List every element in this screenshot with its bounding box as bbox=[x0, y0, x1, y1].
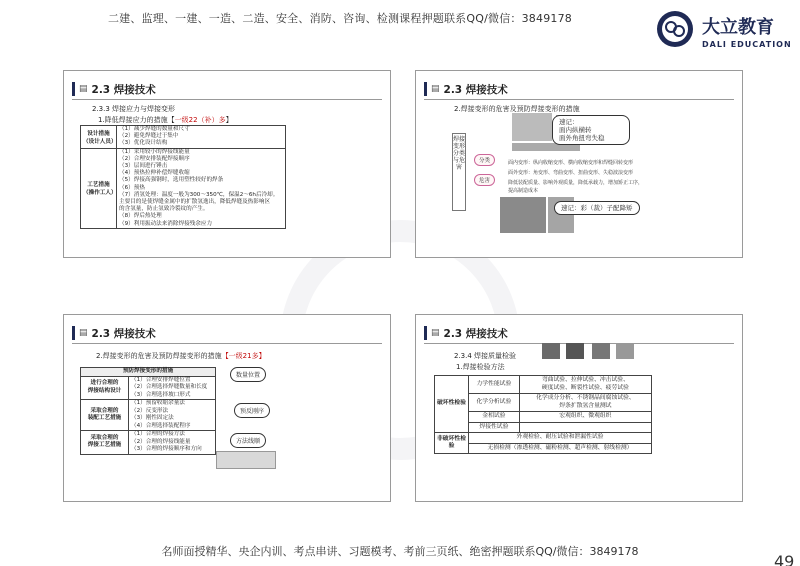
table-row bbox=[435, 376, 652, 394]
measure-item: （4）合理选择装配程序 bbox=[131, 422, 191, 429]
mnemonic-cloud: 数量位置 bbox=[230, 367, 266, 382]
measure-item: （8）焊后热处理 bbox=[119, 213, 162, 220]
book-icon: ▤ bbox=[431, 84, 440, 94]
desc-line: 硬度试验、断裂性试验、疲劳试验 bbox=[541, 384, 629, 391]
category-cell bbox=[81, 126, 117, 149]
book-icon: ▤ bbox=[431, 328, 440, 338]
measure-item: （3）优化设计结构 bbox=[119, 140, 168, 147]
measures-cell bbox=[117, 148, 286, 228]
measure-item: （1）采用较小的焊接线能量 bbox=[119, 148, 190, 155]
deformation-photo bbox=[512, 113, 552, 141]
measure-item: （1）减少焊缝的数量和尺寸 bbox=[119, 126, 190, 132]
method-desc bbox=[519, 422, 651, 433]
measures-cell bbox=[129, 376, 216, 400]
logo-chinese-name: 大立教育 bbox=[702, 17, 774, 38]
method-desc bbox=[519, 394, 651, 412]
category-label: 焊接结构设计 bbox=[87, 387, 122, 394]
logo-mark-icon bbox=[656, 10, 694, 48]
memo-bubble-2: 速记：彩（裁）子配降矫 bbox=[554, 201, 640, 215]
page-header-text: 二建、监理、一建、一造、二造、安全、消防、咨询、检测课程押题联系QQ/微信：3849178 bbox=[107, 12, 572, 25]
mindmap-row: 提高制造成本 bbox=[508, 188, 539, 194]
table-header-row bbox=[81, 368, 216, 377]
measure-item: （2）避免焊缝过于集中 bbox=[119, 133, 179, 140]
inspection-methods-table bbox=[434, 375, 652, 454]
measure-item: （2）合理的焊接线能量 bbox=[131, 438, 191, 445]
title-divider bbox=[72, 343, 382, 344]
book-icon: ▤ bbox=[79, 328, 88, 338]
exam-tag: 【一级21多】 bbox=[221, 352, 266, 360]
heading-text: 1.降低焊接应力的措施【 bbox=[98, 116, 175, 124]
measure-item: （9）利用振动法来消除焊接残余应力 bbox=[119, 220, 213, 227]
page-footer-text: 名师面授精华、央企内训、考点串讲、习题模考、考前三页纸、绝密押题联系QQ/微信：3849178 bbox=[161, 545, 639, 558]
slide-welding-deformation bbox=[415, 70, 743, 258]
method-desc: 无损检测（渗透检测、磁粉检测、超声检测、射线检测） bbox=[469, 443, 652, 454]
measure-item: （6）预热 bbox=[119, 184, 145, 191]
prevention-table bbox=[80, 367, 216, 455]
measure-item: 的含氢量，防止氢致冷裂纹的产生。 bbox=[119, 206, 209, 213]
stress-measures-table bbox=[80, 125, 286, 229]
measure-item: （1）合理的焊接方法 bbox=[131, 431, 185, 437]
title-accent-bar bbox=[424, 326, 427, 340]
category-cell bbox=[81, 400, 129, 431]
heading-end: 】 bbox=[225, 116, 233, 124]
measure-item: （4）预热拉伸补偿焊缝收缩 bbox=[119, 170, 190, 177]
slide-quality-inspection bbox=[415, 314, 743, 502]
mindmap-row: 面内变形：纵向收缩变形、横向收缩变形和焊缝回转变形 bbox=[508, 160, 634, 166]
measure-item: （5）焊接高强钢时，选用塑性较好的焊条 bbox=[119, 177, 224, 184]
slide-welding-stress bbox=[63, 70, 391, 258]
table-row bbox=[81, 126, 286, 149]
slide-deformation-prevention bbox=[63, 314, 391, 502]
title-accent-bar bbox=[72, 82, 75, 96]
category-label: （设计人员） bbox=[83, 138, 117, 145]
measure-item: （2）合理安排装配焊接顺序 bbox=[119, 155, 190, 162]
measure-item: （3）层间进行锤击 bbox=[119, 163, 168, 170]
mindmap-row: 面外变形：角变形、弯曲变形、扭曲变形、失稳波浪变形 bbox=[508, 170, 634, 176]
slide-title: 2.3 焊接技术 bbox=[443, 327, 508, 340]
table-row bbox=[81, 376, 216, 400]
method-desc bbox=[519, 376, 651, 394]
method-desc: 宏观组织、微观组织 bbox=[519, 412, 651, 423]
title-accent-bar bbox=[72, 326, 75, 340]
measure-item: （2）反变形法 bbox=[131, 407, 169, 414]
title-divider bbox=[72, 99, 382, 100]
section-heading bbox=[96, 351, 266, 361]
slide-title-block bbox=[424, 79, 508, 99]
table-row bbox=[81, 400, 216, 431]
measure-item: 主要目的是使焊缝金属中的扩散氢逸出，降低焊缝及热影响区 bbox=[119, 199, 271, 206]
weld-diagram bbox=[216, 451, 276, 469]
measure-item: （1）合理安排焊缝位置 bbox=[131, 376, 191, 383]
table-header: 预防焊接变形的措施 bbox=[81, 368, 216, 377]
measure-item: （3）合理选择坡口形式 bbox=[131, 391, 191, 398]
dali-logo bbox=[656, 10, 796, 58]
table-row bbox=[81, 431, 216, 455]
measure-item: （3）合理的焊接顺序和方向 bbox=[131, 446, 202, 452]
method-desc: 外观检验、耐压试验和泄漏性试验 bbox=[469, 433, 652, 444]
mnemonic-cloud: 方法线顺 bbox=[230, 433, 266, 448]
desc-line: 化学成分分析、不锈钢晶间腐蚀试验、 bbox=[536, 395, 635, 401]
category-label: 进行合理的 bbox=[90, 380, 119, 387]
slide-title: 2.3 焊接技术 bbox=[91, 327, 156, 340]
logo-english-name: DALI EDUCATION bbox=[702, 40, 792, 49]
inspection-photo bbox=[542, 343, 560, 359]
heading-text: 2.焊接变形的危害及预防焊接变形的措施 bbox=[96, 352, 222, 360]
title-divider bbox=[424, 99, 734, 100]
section-heading: 1.焊接检验方法 bbox=[456, 363, 505, 371]
slide-title-block bbox=[424, 323, 508, 343]
category-label: 装配工艺措施 bbox=[87, 415, 122, 421]
slide-title: 2.3 焊接技术 bbox=[443, 83, 508, 96]
measures-cell bbox=[129, 431, 216, 455]
destructive-category: 破坏性检验 bbox=[435, 376, 469, 433]
measures-cell bbox=[129, 400, 216, 431]
measure-item: （3）刚性固定法 bbox=[131, 415, 174, 421]
measure-item: （2）合理选择焊缝数量和长度 bbox=[131, 384, 208, 390]
measure-item: （1）预留收缩余量法 bbox=[131, 400, 185, 406]
memo-line: 面外角扭弯失稳 bbox=[559, 134, 605, 142]
section-subtitle: 2.3.3 焊接应力与焊接变形 bbox=[92, 105, 176, 113]
inspection-photo bbox=[566, 343, 584, 359]
nondestructive-category: 非破坏性检验 bbox=[435, 433, 469, 454]
category-cell bbox=[81, 148, 117, 228]
category-cell bbox=[81, 376, 129, 400]
category-cell bbox=[81, 431, 129, 455]
category-label: 采取合理的 bbox=[90, 434, 119, 441]
branch-classification: 分类 bbox=[474, 154, 495, 166]
measures-cell bbox=[117, 126, 286, 149]
method-name: 化学分析试验 bbox=[469, 394, 520, 412]
table-row bbox=[81, 148, 286, 228]
slide-title-block bbox=[72, 323, 156, 343]
method-name: 金相试验 bbox=[469, 412, 520, 423]
desc-line: 弯曲试验、拉伸试验、冲击试验、 bbox=[541, 377, 629, 383]
category-label: 焊接工艺措施 bbox=[87, 442, 122, 449]
memo-line: 面内纵横转 bbox=[559, 126, 592, 134]
slide-title: 2.3 焊接技术 bbox=[91, 83, 156, 96]
category-label: 工艺措施 bbox=[87, 182, 110, 189]
slide-title-block bbox=[72, 79, 156, 99]
title-accent-bar bbox=[424, 82, 427, 96]
section-subtitle: 2.3.4 焊接质量检验 bbox=[454, 352, 517, 360]
measure-item: （7）消氢处理：温度一般为300～350℃，保温2～6h后冷却。 bbox=[119, 191, 279, 198]
method-name: 焊接性试验 bbox=[469, 422, 520, 433]
branch-harm: 危害 bbox=[474, 174, 495, 186]
category-label: 设计措施 bbox=[87, 130, 110, 137]
book-icon: ▤ bbox=[79, 84, 88, 94]
inspection-photo bbox=[616, 343, 634, 359]
inspection-photo bbox=[592, 343, 610, 359]
category-label: 采取合理的 bbox=[90, 407, 119, 414]
table-row bbox=[435, 433, 652, 444]
method-name: 力学性能试验 bbox=[469, 376, 520, 394]
deformation-category-box: 焊接变形分类与危害 bbox=[452, 133, 466, 211]
category-label: （操作工人） bbox=[83, 190, 117, 197]
section-heading: 2.焊接变形的危害及预防焊接变形的措施 bbox=[454, 105, 580, 113]
memo-bubble bbox=[552, 115, 630, 145]
mindmap-row: 降低装配质量、影响外观质量，降低承载力，增加矫正工序， bbox=[508, 180, 644, 186]
desc-line: 焊条扩散氢含量测试 bbox=[559, 402, 612, 409]
section-heading bbox=[98, 115, 233, 125]
people-photo bbox=[500, 197, 546, 233]
exam-tag: 一级22（补）多 bbox=[174, 116, 226, 124]
page-number: 49 bbox=[774, 552, 795, 566]
mnemonic-cloud: 预反刚序 bbox=[234, 403, 270, 418]
memo-title: 速记： bbox=[559, 118, 579, 126]
